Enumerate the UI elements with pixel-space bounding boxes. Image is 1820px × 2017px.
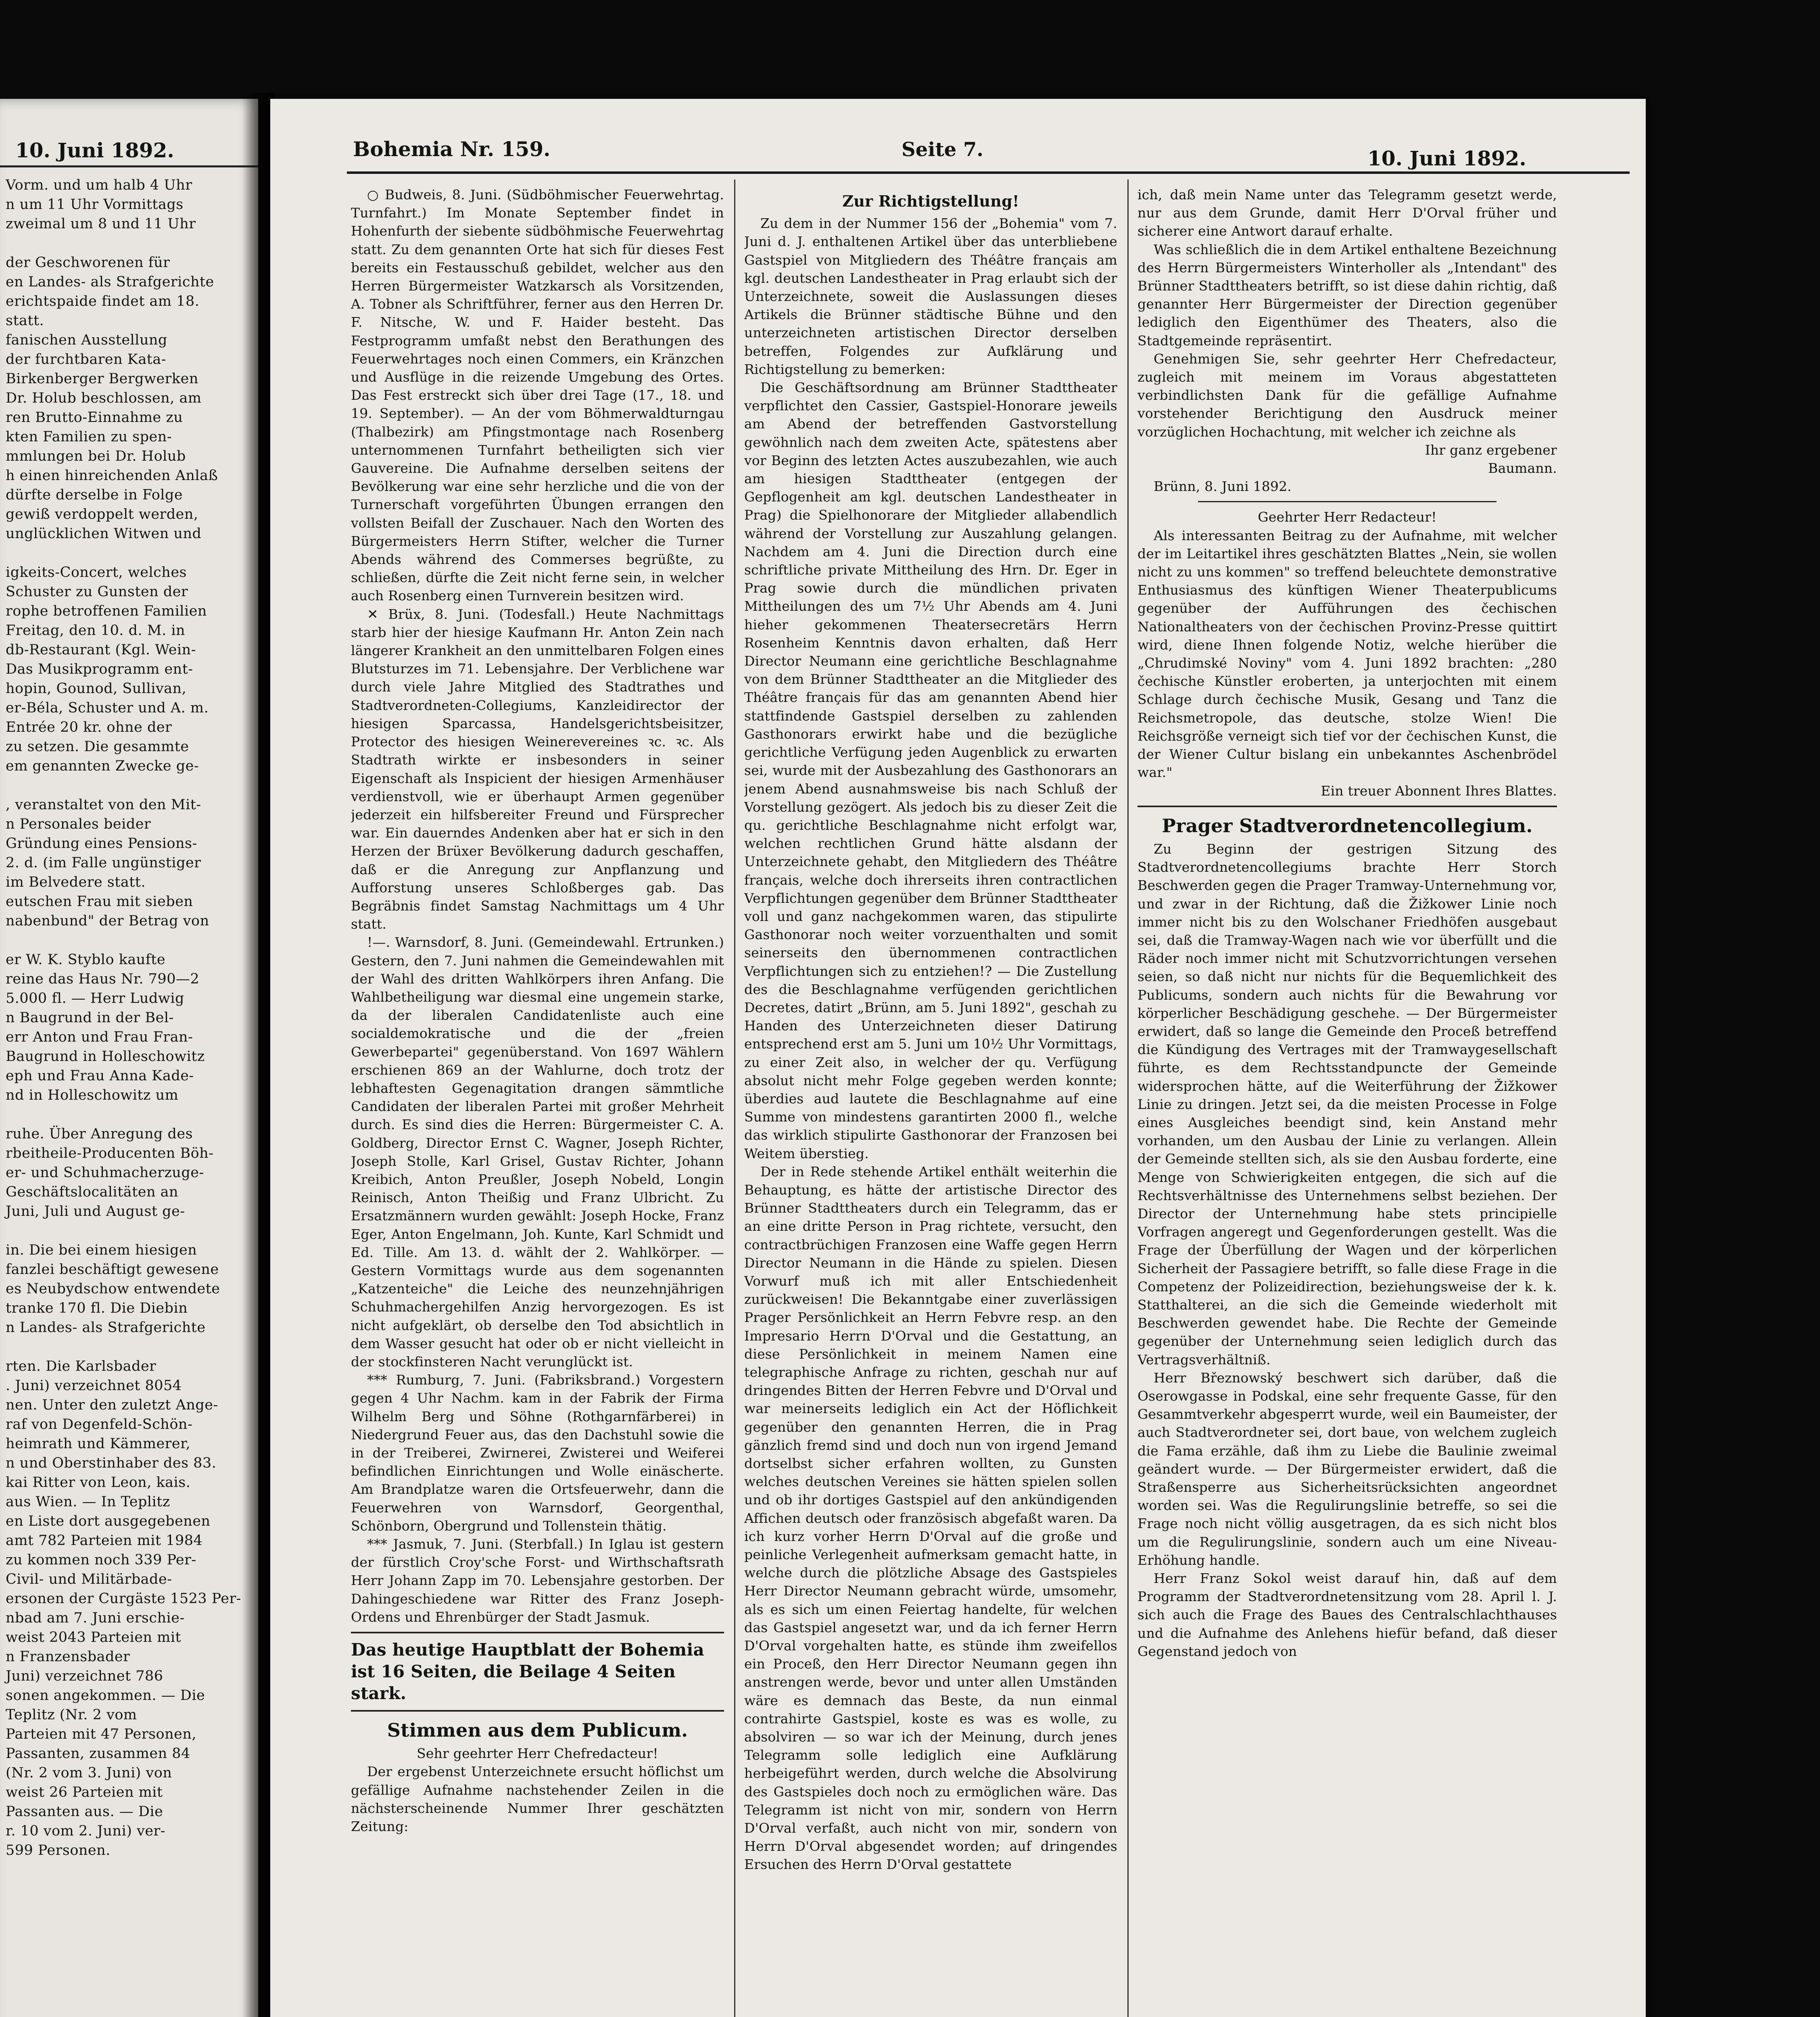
left-page-line: db-Restaurant (Kgl. Wein- [6,642,196,658]
richtigstellung-closing: Genehmigen Sie, sehr geehrter Herr Chefredacteur, zugleich mit meinem im Voraus abgestatteten verbindlichsten Dank für die gefällige Aufnahme vorstehender Berichtigung den Ausdruck meiner vorzüglichen Hochachtung, mit welcher ich zeichne als [1138,351,1557,440]
left-page-line: im Belvedere statt. [6,874,146,890]
left-page-line: ruhe. Über Anregung des [6,1126,193,1142]
left-page-line: 5.000 fl. — Herr Ludwig [6,990,184,1006]
left-page-line: . Juni) verzeichnet 8054 [6,1378,182,1394]
left-page-line: Geschäftslocalitäten an [6,1184,179,1200]
left-page-line: er W. K. Styblo kaufte [6,952,166,968]
left-page-line: weist 26 Parteien mit [6,1784,163,1800]
left-page-text [6,175,248,1860]
left-page-line: gewiß verdoppelt werden, [6,506,198,522]
issue-date: 10. Juni 1892. [1367,146,1526,170]
council-report-1: Zu Beginn der gestrigen Sitzung des Stadtverordnetencollegiums brachte Herr Storch Beschwerden gegen die Prager Tramway-Unternehmung vor, und zwar in der Richtung, daß die Žižkower Linie noch immer nicht bis zu den Wolschaner Friedhöfen ausgebaut sei, daß die Tramway-Wagen nach wie vor überfüllt und die Räder noch immer nicht mit Schutzvorrichtungen versehen seien, so daß nicht nur nichts für die Bequemlichkeit des Publicums, sondern auch nichts für die Bewahrung vor körperlicher Beschädigung geschehe. — Der Bürgermeister erwidert, daß so lange die Gemeinde den Proceß betreffend die Kündigung des Vertrages mit der Tramwaygesellschaft führte, es dem Rechtsstandpuncte der Gemeinde widersprochen hätte, auf die Weiterführung der Žižkower Linie zu dringen. Jetzt sei, da die meisten Processe in Folge eines Ausgleiches beendigt sind, kein Anstand mehr vorhanden, um den Ausbau der Linie zu verlangen. Allein der Gemeinde stellten sich, als sie den Ausbau forderte, eine Menge von Schwierigkeiten entgegen, die sich auf die Rechtsverhältnisse des Unternehmens selbst beziehen. Der Director der Unternehmung habe stets principielle Vorfragen angeregt und Gegenforderungen gestellt. Was die Frage der Überfüllung der Wagen und der körperlichen Sicherheit der Passagiere betrifft, so falle diese Frage in die Competenz der Polizeidirection, beziehungsweise der k. k. Statthalterei, an die sich die Gemeinde wiederholt mit Beschwerden gewendet habe. Die Rechte der Gemeinde gegenüber der Unternehmung seien lediglich durch das Vertragsverhältniß. [1138,841,1557,1368]
council-report-3: Herr Franz Sokol weist darauf hin, daß auf dem Programm der Stadtverordnetensitzung vom 28. April l. J. sich auch die Frage des Baues des Centralschlachthauses und die Aufnahme des Anlehens hiefür befand, daß dieser Gegenstand jedoch von [1138,1570,1557,1659]
left-page-line: Juni) verzeichnet 786 [6,1668,163,1684]
left-page-line: Vorm. und um halb 4 Uhr [6,177,192,193]
left-page-line: Freitag, den 10. d. M. in [6,622,186,639]
signature-greeting: Ihr ganz ergebener [1425,442,1557,458]
left-page-line: Baugrund in Holleschowitz [6,1048,205,1065]
richtigstellung-intendant: Was schließlich die in dem Artikel enthaltene Bezeichnung des Herrn Bürgermeisters Winterholler als „Intendant" des Brünner Stadttheaters betrifft, so ist diese dahin richtig, daß genannter Herr Bürgermeister der Direction gegenüber lediglich den Eigenthümer des Theaters, also die Stadtgemeinde repräsentirt. [1138,241,1557,349]
left-page-line: n Baugrund in der Bel- [6,1010,174,1026]
left-page-line: zu setzen. Die gesammte [6,739,189,755]
richtigstellung-intro: Zu dem in der Nummer 156 der „Bohemia" vom 7. Juni d. J. enthaltenen Artikel über das unterbliebene Gastspiel von Mitgliedern des Théâtre français am kgl. deutschen Landestheater in Prag erlaubt sich der Unterzeichnete, soweit die Auslassungen dieses Artikels die Brünner städtische Bühne und den unterzeichneten artistischen Director derselben betreffen, Folgendes zur Aufklärung und Richtigstellung zu bemerken: [744,215,1117,377]
left-page-header-rule [0,165,258,167]
left-page-line: raf von Degenfeld-Schön- [6,1416,193,1432]
page-number: Seite 7. [902,138,983,161]
left-page-line: hopin, Gounod, Sullivan, [6,681,187,697]
left-page-line: aus Wien. — In Teplitz [6,1494,170,1510]
left-page-line: statt. [6,313,44,329]
left-page-line [6,776,248,795]
left-page-line [6,1221,248,1240]
left-page-line: dürfte derselbe in Folge [6,487,183,503]
left-page-line: nen. Unter den zuletzt Ange- [6,1397,218,1413]
left-page-line: 599 Personen. [6,1842,111,1858]
left-page-line: nabenbund" der Betrag von [6,913,209,929]
column-3 [1138,186,1557,2017]
newspaper-page [270,99,1646,2017]
left-page-line: kai Ritter von Leon, kais. [6,1474,191,1491]
left-page-line: en Liste dort ausgegebenen [6,1513,211,1529]
left-page-line: Passanten aus. — Die [6,1804,163,1820]
left-page-line: n Franzensbader [6,1649,130,1665]
left-page-line: tranke 170 fl. Die Diebin [6,1300,188,1316]
left-page-line: fanzlei beschäftigt gewesene [6,1261,219,1278]
left-page-line: weist 2043 Parteien mit [6,1629,182,1645]
left-page-line: zweimal um 8 und 11 Uhr [6,216,196,232]
letter-intro: Der ergebenst Unterzeichnete ersucht höflichst um gefällige Aufnahme nachstehender Zeilen in die nächsterscheinende Nummer Ihrer geschätzten Zeitung: [351,1764,724,1835]
left-page-line: rophe betroffenen Familien [6,603,207,619]
page-count-notice: Das heutige Hauptblatt der Bohemia ist 16 Seiten, die Beilage 4 Seiten stark. [351,1640,704,1704]
left-page-line: n um 11 Uhr Vormittags [6,196,184,213]
left-page-line: Birkenberger Bergwerken [6,371,198,387]
left-page-line: eutschen Frau mit sieben [6,894,193,910]
article-bruex: ✕ Brüx, 8. Juni. (Todesfall.) Heute Nachmittags starb hier der hiesige Kaufmann Hr. Anton Zein nach längerer Krankheit an den unmittelbaren Folgen eines Blutsturzes im 71. Lebensjahre. Der Verblichene war durch viele Jahre Mitglied des Stadtrathes und Stadtverordneten-Collegiums, Kanzleidirector der hiesigen Sparcassa, Handelsgerichtsbeisitzer, Protector des hiesigen Weinerevereines ꝛc. ꝛc. Als Stadtrath wirkte er insbesonders in seiner Eigenschaft als Inspicient der hiesigen Armenhäuser verdienstvoll, wie er überhaupt Armen gegenüber jederzeit ein hilfsbereiter Freund und Fürsprecher war. Ein dauerndes Andenken aber hat er sich in den Herzen der Brüxer Bevölkerung dadurch geschaffen, daß er die Anregung zur Anpflanzung und Aufforstung unseres Schloßberges gab. Das Begräbnis findet Samstag Nachmittags um 4 Uhr statt. [351,606,724,932]
left-page-line [6,931,248,950]
left-page-line: Juni, Juli und August ge- [6,1203,185,1219]
left-page-line: es Neubydschow entwendete [6,1281,220,1297]
left-page-line: err Anton und Frau Fran- [6,1029,193,1045]
richtigstellung-body-2: Der in Rede stehende Artikel enthält weiterhin die Behauptung, es hätte der artistische Director des Brünner Stadttheaters durch ein Telegramm, das er an eine dritte Person in Prag richtete, versucht, den contractbrüchigen Franzosen eine Waffe gegen Herrn Director Neumann in die Hände zu spielen. Diesen Vorwurf muß ich mit aller Entschiedenheit zurückweisen! Die Bekanntgabe einer zuverlässigen Prager Persönlichkeit an Herrn Febvre resp. an den Impresario Herrn D'Orval und die Gestattung, an diese Persönlichkeit in meinem Namen eine telegraphische Anfrage zu richten, geschah nur auf dringendes Bitten der Herren Febvre und D'Orval und war meinerseits lediglich ein Act der Höflichkeit gegenüber den genannten Herren, die in Prag gänzlich fremd sind und doch nun von irgend Jemand dortselbst sicher erfahren wollten, zu Gunsten welches deutschen Vereines sie hätten spielen sollen und ob ihr dortiges Gastspiel auf den ankündigenden Affichen deutsch oder französisch abgefaßt waren. Da ich kurz vorher Herrn D'Orval auf die große und peinliche Verlegenheit aufmerksam gemacht hatte, in welche durch die plötzliche Absage des Gastspieles Herr Director Neumann gebracht würde, umsomehr, als es sich um einen Feiertag handelte, für welchen das Gastspiel angesetzt war, und da ich ferner Herrn D'Orval vorgehalten hatte, es stünde ihm zweifellos ein Proceß, den Herr Director Neumann gegen ihn anstrengen werde, bevor und unter allen Umständen wäre es demnach das Beste, da nun einmal contrahirte Gastspiel, koste es was es wolle, zu absolviren — so war ich der Meinung, durch jenes Telegramm solle lediglich eine Aufklärung herbeigeführt werden, durch welche die Absolvirung des Gastspieles doch noch zu ermöglichen wäre. Das Telegramm ist nicht von mir, sondern von Herrn D'Orval verfaßt, auch nicht von mir, sondern von Herrn D'Orval abgesendet worden; auf dringendes Ersuchen des Herrn D'Orval gestattete [744,1163,1117,1873]
separator-rule [351,1710,724,1712]
left-page-line: Entrée 20 kr. ohne der [6,719,172,735]
left-page-line: en Landes- als Strafgerichte [6,274,214,290]
letter-salutation-2: Geehrter Herr Redacteur! [1258,509,1437,525]
left-page-line: em genannten Zwecke ge- [6,758,199,774]
page-gutter [242,93,274,2017]
richtigstellung-continued: ich, daß mein Name unter das Telegramm gesetzt werde, nur aus dem Grunde, damit Herr D'Orval früher und sicherer eine Antwort darauf erhalte. [1138,187,1557,239]
left-page-line: h einen hinreichenden Anlaß [6,468,218,484]
left-page-line: Teplitz (Nr. 2 vom [6,1707,137,1723]
left-page-line: heimrath und Kämmerer, [6,1436,191,1452]
left-page-line: (Nr. 2 vom 3. Juni) von [6,1765,172,1781]
left-page-line: nd in Holleschowitz um [6,1087,179,1103]
left-page-line: Passanten, zusammen 84 [6,1746,190,1762]
left-page-line: n Landes- als Strafgerichte [6,1320,206,1336]
left-page-line: Dr. Holub beschlossen, am [6,390,202,406]
column-rule-1 [734,180,735,2017]
left-page-line: ersonen der Curgäste 1523 Per- [6,1591,242,1607]
council-report-2: Herr Březnowský beschwert sich darüber, daß die Oserowgasse in Podskal, eine sehr frequente Gasse, für den Gesammtverkehr abgesperrt wurde, weil ein Baumeister, der auch Stadtverordneter sei, dort baue, von welchem zugleich die Fama erzähle, daß ihm zu Liebe die Baulinie zweimal geändert wurde. — Der Bürgermeister erwidert, daß die Straßensperre aus Sicherheitsrücksichten angeordnet worden sei. Was die Regulirungslinie betreffe, so sei die Frage noch nicht völlig ausgetragen, da es sich nicht blos um die Regulirungslinie, sondern auch um eine Niveau-Erhöhung handle. [1138,1370,1557,1568]
letter-body-2: Als interessanten Beitrag zu der Aufnahme, mit welcher der im Leitartikel ihres geschätzten Blattes „Nein, sie wollen nicht zu uns kommen" so treffend beleuchtete demonstrative Enthusiasmus des künftigen Wiener Theaterpublicums gegenüber der Aufführungen des čechischen Nationaltheaters von der čechischen Provinz-Presse quittirt wird, diene Ihnen folgende Notiz, welche hierüber die „Chrudimské Noviny" vom 4. Juni 1892 brachten: „280 čechische Künstler eroberten, ja unterjochten mit einem Schlage durch čechische Musik, Gesang und Tanz die Reichsmetropole, das deutsche, stolze Wien! Die Reichsgröße verneigt sich tief vor der čechischen Kunst, die der Wiener Cultur bislang ein unbekanntes Aschenbrödel war." [1138,527,1557,781]
left-page-line: sonen angekommen. — Die [6,1687,205,1704]
left-page-line: unglücklichen Witwen und [6,526,202,542]
left-page-line: ren Brutto-Einnahme zu [6,409,183,426]
left-page-line: r. 10 vom 2. Juni) ver- [6,1823,166,1839]
left-page-line: Civil- und Militärbade- [6,1571,172,1587]
left-page-line: der Geschworenen für [6,255,170,271]
header-rule [347,171,1630,174]
left-page-line: in. Die bei einem hiesigen [6,1242,197,1258]
masthead-issue: Bohemia Nr. 159. [353,137,551,161]
column-1 [351,186,724,2017]
section-heading-richtigstellung: Zur Richtigstellung! [842,192,1019,210]
left-page-line: fanischen Ausstellung [6,332,167,348]
separator-rule [351,1632,724,1633]
left-page-line: er- und Schuhmacherzuge- [6,1165,204,1181]
letter-signoff: Ein treuer Abonnent Ihres Blattes. [1321,783,1557,799]
left-page-line: n und Oberstinhaber des 83. [6,1455,217,1471]
left-page-line: zu kommen noch 339 Per- [6,1552,196,1568]
article-rumburg: *** Rumburg, 7. Juni. (Fabriksbrand.) Vorgestern gegen 4 Uhr Nachm. kam in der Fabrik der Firma Wilhelm Berg und Söhne (Rothgarnfärberei) in Niedergrund Feuer aus, das den Dachstuhl sowie die in der Treiberei, Zwirnerei, Zwisterei und Weiferei befindlichen Einrichtungen und Wolle einäscherte. Am Brandplatze waren die Ortsfeuerwehr, dann die Feuerwehren von Warnsdorf, Georgenthal, Schönborn, Obergrund und Tollenstein thätig. [351,1372,724,1534]
left-page-line: amt 782 Parteien mit 1984 [6,1533,203,1549]
separator-rule [1198,501,1496,502]
article-budweis: ○ Budweis, 8. Juni. (Südböhmischer Feuerwehrtag. Turnfahrt.) Im Monate September findet in Hohenfurth der siebente südböhmische Feuerwehrtag statt. Zu dem genannten Orte hat sich für dieses Fest bereits ein Festausschuß gebildet, welcher aus den Herren Bürgermeister Watzkarsch als Vorsitzenden, A. Tobner als Schriftführer, ferner aus den Herren Dr. F. Nitsche, W. und F. Haider besteht. Das Festprogramm umfaßt nebst den Berathungen des Feuerwehrtages noch einen Commers, ein Kränzchen und Ausflüge in die reizende Umgebung des Ortes. Das Fest erstreckt sich über drei Tage (17., 18. und 19. September). — An der vom Böhmerwaldturngau (Thalbezirk) am Pfingstmontage nach Rosenberg unternommenen Turnfahrt betheiligten sich vier Gauvereine. Die Aufnahme derselben seitens der Bevölkerung war eine sehr herzliche und die von der Turnerschaft vorgeführten Übungen errangen den vollsten Beifall der Zuschauer. Nach den Worten des Bürgermeisters Herrn Stifter, welcher die Turner Abends während des Commerses begrüßte, zu schließen, dürfte die Zeit nicht ferne sein, in welcher auch Rosenberg einen Turnverein besitzen wird. [351,187,724,604]
left-page-line: mmlungen bei Dr. Holub [6,448,186,464]
left-page-date: 10. Juni 1892. [15,138,174,162]
left-page-line [6,234,248,253]
left-page-line: Das Musikprogramm ent- [6,661,193,677]
article-jasmuk: *** Jasmuk, 7. Juni. (Sterbfall.) In Iglau ist gestern der fürstlich Croy'sche Forst- und Wirthschaftsrath Herr Johann Zapp im 70. Lebensjahre gestorben. Der Dahingeschiedene war Ritter des Franz Joseph-Ordens und Ehrenbürger der Stadt Jasmuk. [351,1536,724,1625]
left-page-line: reine das Haus Nr. 790—2 [6,971,200,987]
richtigstellung-body-1: Die Geschäftsordnung am Brünner Stadttheater verpflichtet den Cassier, Gastspiel-Honorare jeweils am Abend der betreffenden Gastvorstellung gewöhnlich nach dem zweiten Acte, spätestens aber vor Beginn des letzten Actes auszubezahlen, wie auch am hiesigen Stadttheater (entgegen der Gepflogenheit am kgl. deutschen Landestheater in Prag) die Spielhonorare der Mitglieder allabendlich während der Vorstellung zur Auszahlung gelangen. Nachdem am 4. Juni die Direction durch eine schriftliche private Mittheilung des Hrn. Dr. Eger in Prag sowie durch die mündlichen privaten Mittheilungen des um 7½ Uhr Abends am 4. Juni hieher gekommenen Theatersecretärs Herrn Rosenheim Kenntnis davon erhalten, daß Herr Director Neumann eine gerichtliche Beschlagnahme von dem Brünner Stadttheater an die Mitglieder des Théâtre français für das am genannten Abend hier stattfindende Gastspiel derselben zu zahlenden Gasthonorars erwirkt habe und die bezügliche gerichtliche Verfügung jeden Augenblick zu erwarten sei, wurde mit der Ausbezahlung des Gasthonorars an jenem Abend ausnahmsweise bis nach Schluß der Vorstellung gezögert. Als jedoch bis zu dieser Zeit die qu. gerichtliche Beschlagnahme nicht erfolgt war, welchen rechtlichen Grund hätte alsdann der Unterzeichnete gehabt, den Mitgliedern des Théâtre français, welche doch ihrerseits ihren contractlichen Verpflichtungen gegenüber dem Brünner Stadttheater voll und ganz nachgekommen waren, das stipulirte Gasthonorar noch weiter vorzuenthalten und somit seinerseits den übernommenen contractlichen Verpflichtungen sich zu entziehen!? — Die Zustellung des die Beschlagnahme verfügenden gerichtlichen Decretes, datirt „Brünn, am 5. Juni 1892", geschah zu Handen des Unterzeichneten dieser Datirung entsprechend erst am 5. Juni um 10½ Uhr Vormittags, zu einer Zeit also, in welcher der qu. Verfügung absolut nicht mehr Folge gegeben werden konnte; überdies aud lautete die Beschlagnahme auf eine Summe von mindestens garantirten 2000 fl., welche das wirklich stipulirte Gasthonorar der Franzosen bei Weitem überstieg. [744,380,1117,1161]
letter-salutation: Sehr geehrter Herr Chefredacteur! [417,1746,658,1762]
section-heading-stadtverordneten: Prager Stadtverordnetencollegium. [1162,814,1533,837]
column-2 [744,186,1117,2017]
left-facing-page [0,99,258,2017]
left-page-line: 2. d. (im Falle ungünstiger [6,855,201,871]
signature-name: Baumann. [1488,460,1557,476]
section-heading-stimmen: Stimmen aus dem Publicum. [387,1719,688,1741]
letter-dateline: Brünn, 8. Juni 1892. [1154,478,1292,495]
left-page-line: Schuster zu Gunsten der [6,584,188,600]
separator-rule [1138,806,1557,807]
left-page-line: der furchtbaren Kata- [6,351,167,367]
left-page-line: n Personales beider [6,816,151,832]
left-page-line: rten. Die Karlsbader [6,1358,157,1374]
left-page-line: eph und Frau Anna Kade- [6,1068,194,1084]
page-header [270,99,1646,180]
left-page-line: erichtspaide findet am 18. [6,293,200,309]
left-page-line: Parteien mit 47 Personen, [6,1726,197,1742]
left-page-line: er-Béla, Schuster und A. m. [6,700,209,716]
left-page-line: nbad am 7. Juni erschie- [6,1610,185,1626]
left-page-line [6,543,248,563]
left-page-line: igkeits-Concert, welches [6,564,187,580]
left-page-line [6,1337,248,1357]
left-page-line: kten Familien zu spen- [6,429,172,445]
left-page-line: Gründung eines Pensions- [6,835,197,852]
article-warnsdorf: !—. Warnsdorf, 8. Juni. (Gemeindewahl. Ertrunken.) Gestern, den 7. Juni nahmen die Gemeindewahlen mit der Wahl des dritten Wahlkörpers ihren Anfang. Die Wahlbetheiligung war diesmal eine ungemein starke, da der liberalen Candidatenliste auch eine socialdemokratische und die der „freien Gewerbepartei" gegenüberstand. Von 1697 Wählern erschienen 869 an der Wahlurne, doch trotz der lebhaftesten Gegenagitation drangen sämmtliche Candidaten der liberalen Partei mit großer Mehrheit durch. Es sind dies die Herren: Bürgermeister C. A. Goldberg, Director Ernst C. Wagner, Joseph Richter, Joseph Stolle, Karl Grisel, Gustav Richter, Johann Kreibich, Anton Preußler, Joseph Nobeld, Longin Reinisch, Anton Theißig und Franz Ulbricht. Zu Ersatzmännern wurden gewählt: Joseph Hocke, Franz Eger, Anton Engelmann, Joh. Kunte, Karl Schmidt und Ed. Tille. Am 13. d. wählt der 2. Wahlkörper. — Gestern Vormittags wurde aus dem sogenannten „Katzenteiche" die Leiche des neunzehnjährigen Schuhmachergehilfen Anzig hervorgezogen. Es ist nicht aufgeklärt, ob derselbe den Tod absichtlich in dem Wasser gesucht hat oder ob er nicht vielleicht in der stockfinsteren Nacht verunglückt ist. [351,934,724,1370]
left-page-line: , veranstaltet von den Mit- [6,797,201,813]
column-rule-2 [1127,180,1129,2017]
left-page-line: rbeitheile-Producenten Böh- [6,1145,214,1161]
left-page-line [6,1105,248,1124]
